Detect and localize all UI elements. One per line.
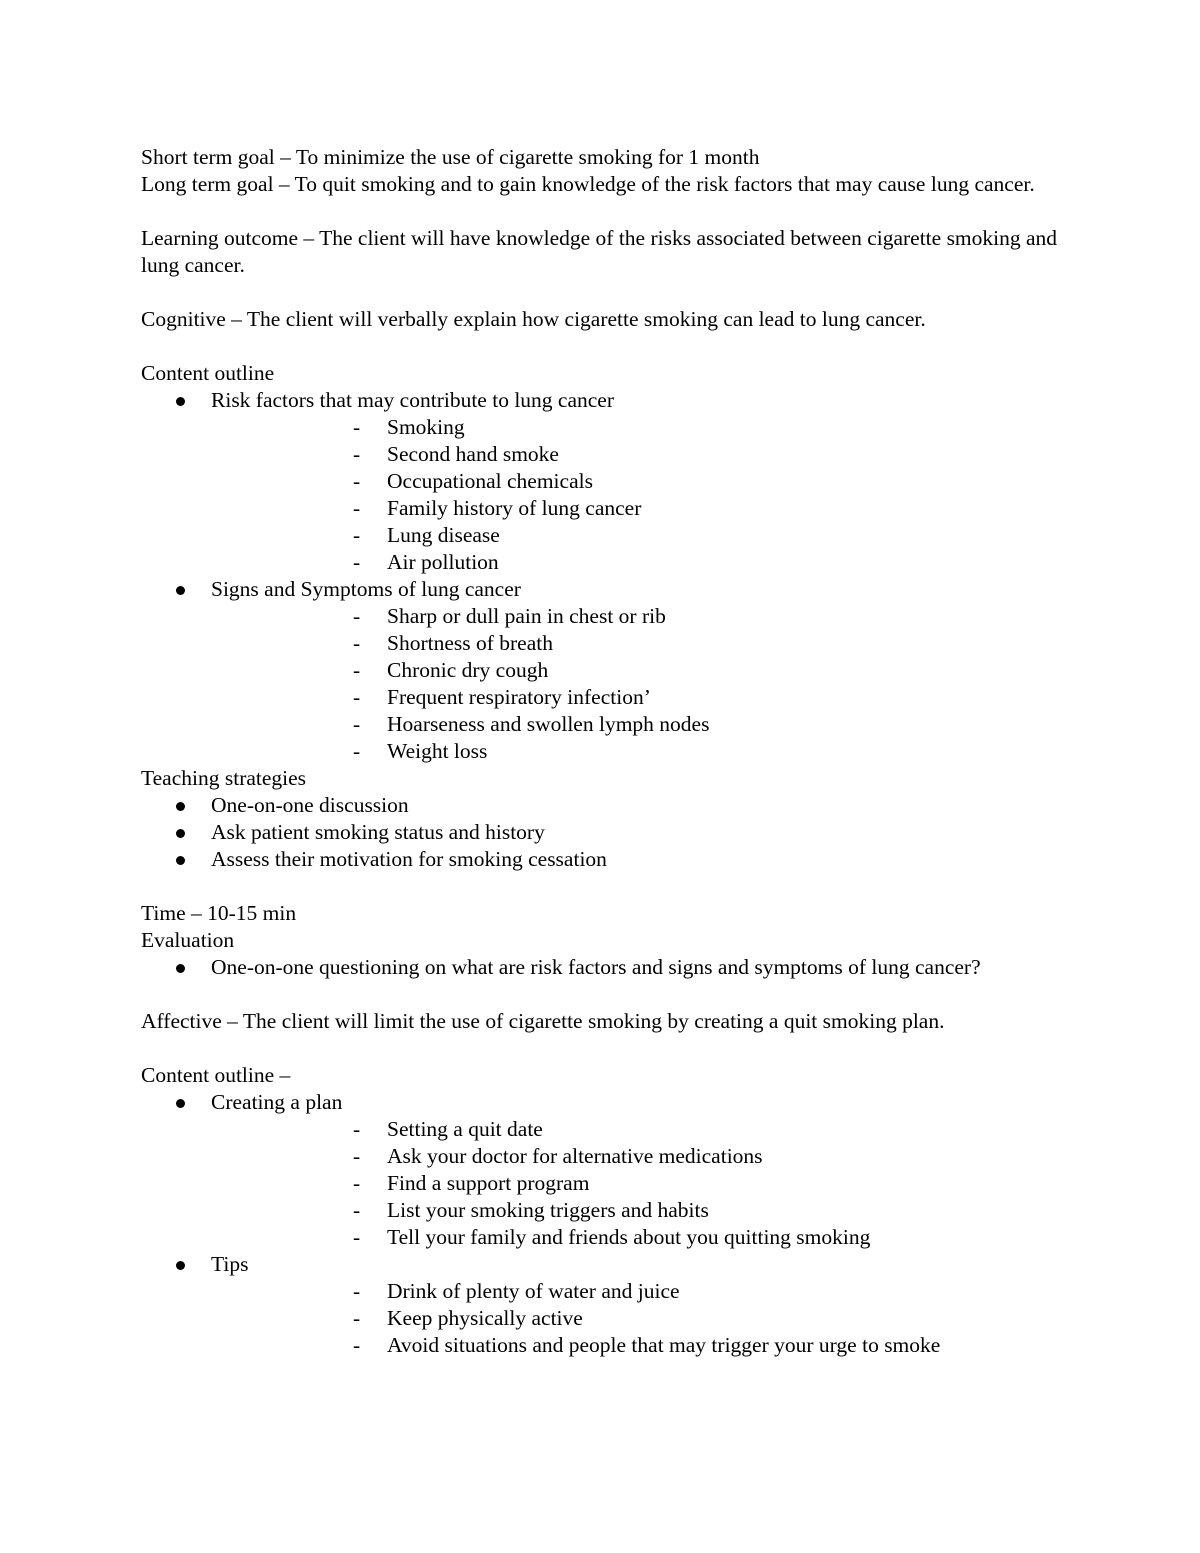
cognitive-content-heading: Content outline — [141, 361, 275, 385]
dash-icon: - — [353, 631, 361, 655]
spacer — [141, 333, 1071, 360]
bullet-item — [141, 387, 1071, 576]
bullet-icon — [176, 586, 185, 595]
cognitive-content-list — [141, 387, 1071, 765]
time-line: Time – 10-15 min — [141, 901, 297, 925]
sub-item-text: Chronic dry cough — [387, 658, 549, 682]
bullet-label: Tips — [211, 1252, 249, 1276]
sub-item-text: Second hand smoke — [387, 442, 559, 466]
affective-content-list — [141, 1089, 1071, 1359]
short-term-goal: Short term goal – To minimize the use of cigarette smoking for 1 month — [141, 145, 760, 169]
sub-item-text: Ask your doctor for alternative medications — [387, 1144, 763, 1168]
sub-item-text: Avoid situations and people that may trigger your urge to smoke — [387, 1333, 941, 1357]
sub-list-item — [211, 684, 1071, 711]
learning-outcome: Learning outcome – The client will have knowledge of the risks associated between cigarette smoking and lung cancer. — [141, 226, 1058, 277]
sub-list-item — [211, 1197, 1071, 1224]
bullet-icon — [176, 829, 185, 838]
dash-icon: - — [353, 1333, 361, 1357]
bullet-item — [141, 792, 1071, 819]
dash-icon: - — [353, 1171, 361, 1195]
bullet-label: Risk factors that may contribute to lung cancer — [211, 388, 614, 412]
sub-list-item — [211, 1224, 1071, 1251]
sub-item-text: Family history of lung cancer — [387, 496, 642, 520]
sub-list — [211, 1116, 1071, 1251]
bullet-icon — [176, 1099, 185, 1108]
cognitive-objective: Cognitive – The client will verbally explain how cigarette smoking can lead to lung cancer. — [141, 307, 926, 331]
affective-objective: Affective – The client will limit the use of cigarette smoking by creating a quit smoking plan. — [141, 1009, 945, 1033]
bullet-item — [141, 846, 1071, 873]
dash-icon: - — [353, 685, 361, 709]
affective-content-heading: Content outline – — [141, 1063, 291, 1087]
sub-item-text: Lung disease — [387, 523, 500, 547]
sub-item-text: Frequent respiratory infection’ — [387, 685, 651, 709]
bullet-label: Ask patient smoking status and history — [211, 820, 545, 844]
dash-icon: - — [353, 604, 361, 628]
sub-list-item — [211, 630, 1071, 657]
bullet-label: One-on-one discussion — [211, 793, 409, 817]
sub-list-item — [211, 657, 1071, 684]
sub-list-item — [211, 1143, 1071, 1170]
dash-icon: - — [353, 1279, 361, 1303]
bullet-label: Assess their motivation for smoking cessation — [211, 847, 607, 871]
evaluation-heading: Evaluation — [141, 928, 235, 952]
dash-icon: - — [353, 550, 361, 574]
teaching-strategies-heading: Teaching strategies — [141, 766, 307, 790]
bullet-item — [141, 819, 1071, 846]
sub-list — [211, 414, 1071, 576]
dash-icon: - — [353, 469, 361, 493]
bullet-icon — [176, 802, 185, 811]
sub-list-item — [211, 1170, 1071, 1197]
sub-item-text: Occupational chemicals — [387, 469, 593, 493]
sub-list-item — [211, 441, 1071, 468]
bullet-label: Creating a plan — [211, 1090, 343, 1114]
sub-list-item — [211, 1116, 1071, 1143]
sub-item-text: Smoking — [387, 415, 465, 439]
dash-icon: - — [353, 442, 361, 466]
spacer — [141, 198, 1071, 225]
spacer — [141, 981, 1071, 1008]
sub-list-item — [211, 603, 1071, 630]
sub-list-item — [211, 1332, 1071, 1359]
spacer — [141, 873, 1071, 900]
sub-list-item — [211, 738, 1071, 765]
sub-list — [211, 1278, 1071, 1359]
bullet-item — [141, 576, 1071, 765]
sub-item-text: Setting a quit date — [387, 1117, 543, 1141]
dash-icon: - — [353, 1198, 361, 1222]
dash-icon: - — [353, 523, 361, 547]
dash-icon: - — [353, 658, 361, 682]
dash-icon: - — [353, 496, 361, 520]
bullet-icon — [176, 964, 185, 973]
dash-icon: - — [353, 1225, 361, 1249]
sub-list-item — [211, 468, 1071, 495]
dash-icon: - — [353, 1117, 361, 1141]
dash-icon: - — [353, 712, 361, 736]
sub-list-item — [211, 711, 1071, 738]
sub-item-text: Weight loss — [387, 739, 488, 763]
bullet-label: Signs and Symptoms of lung cancer — [211, 577, 521, 601]
sub-item-text: Find a support program — [387, 1171, 590, 1195]
sub-item-text: Keep physically active — [387, 1306, 583, 1330]
sub-item-text: Air pollution — [387, 550, 499, 574]
sub-list-item — [211, 495, 1071, 522]
document-page — [141, 144, 1071, 1359]
sub-list-item — [211, 549, 1071, 576]
bullet-item — [141, 954, 1071, 981]
sub-list-item — [211, 522, 1071, 549]
sub-item-text: Drink of plenty of water and juice — [387, 1279, 680, 1303]
spacer — [141, 279, 1071, 306]
bullet-item — [141, 1251, 1071, 1359]
dash-icon: - — [353, 1144, 361, 1168]
sub-list — [211, 603, 1071, 765]
sub-item-text: Hoarseness and swollen lymph nodes — [387, 712, 710, 736]
long-term-goal: Long term goal – To quit smoking and to gain knowledge of the risk factors that may cause lung cancer. — [141, 172, 1035, 196]
sub-item-text: List your smoking triggers and habits — [387, 1198, 709, 1222]
dash-icon: - — [353, 739, 361, 763]
dash-icon: - — [353, 1306, 361, 1330]
spacer — [141, 1035, 1071, 1062]
bullet-icon — [176, 856, 185, 865]
bullet-item — [141, 1089, 1071, 1251]
sub-list-item — [211, 414, 1071, 441]
sub-list-item — [211, 1278, 1071, 1305]
teaching-strategies-list — [141, 792, 1071, 873]
bullet-icon — [176, 1261, 185, 1270]
bullet-icon — [176, 397, 185, 406]
sub-list-item — [211, 1305, 1071, 1332]
bullet-label: One-on-one questioning on what are risk factors and signs and symptoms of lung cancer? — [211, 955, 981, 979]
sub-item-text: Shortness of breath — [387, 631, 553, 655]
evaluation-list — [141, 954, 1071, 981]
sub-item-text: Sharp or dull pain in chest or rib — [387, 604, 666, 628]
sub-item-text: Tell your family and friends about you quitting smoking — [387, 1225, 871, 1249]
dash-icon: - — [353, 415, 361, 439]
